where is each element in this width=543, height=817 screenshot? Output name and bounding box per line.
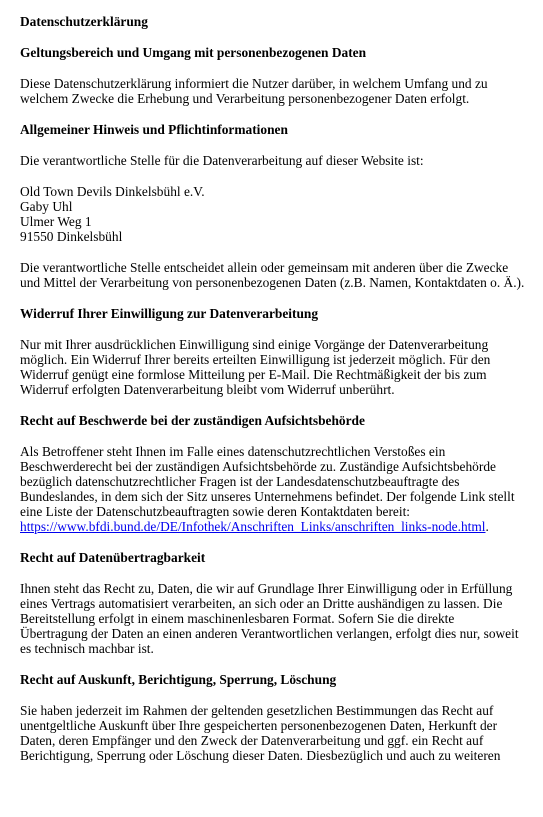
section-heading: Widerruf Ihrer Einwilligung zur Datenverarbeitung: [20, 306, 319, 321]
bfdi-link[interactable]: https://www.bfdi.bund.de/DE/Infothek/Anschriften_Links/anschriften_links-node.html: [20, 519, 486, 534]
section-general-info: [20, 122, 525, 290]
page-title: Datenschutzerklärung: [20, 14, 148, 29]
section-paragraph: Ihnen steht das Recht zu, Daten, die wir auf Grundlage Ihrer Einwilligung oder in Erfüllung eines Vertrags automatisiert verarbeiten, an sich oder an Dritte aushändigen zu lassen. Die Bereitstellung erfolgt in einem maschinenlesbaren Format. Sofern Sie die direkte Übertragung der Daten an einen anderen Verantwortlichen verlangen, erfolgt dies nur, soweit es technisch machbar ist.: [20, 581, 519, 656]
section-paragraph: Nur mit Ihrer ausdrücklichen Einwilligung sind einige Vorgänge der Datenverarbeitung möglich. Ein Widerruf Ihrer bereits erteilten Einwilligung ist jederzeit möglich. Für den Widerruf genügt eine formlose Mitteilung per E-Mail. Die Rechtmäßigkeit der bis zum Widerruf erfolgten Datenverarbeitung bleibt vom Widerruf unberührt.: [20, 337, 491, 397]
section-heading: Geltungsbereich und Umgang mit personenbezogenen Daten: [20, 45, 367, 60]
section-heading: Recht auf Auskunft, Berichtigung, Sperrung, Löschung: [20, 672, 337, 687]
complaint-text: Als Betroffener steht Ihnen im Falle eines datenschutzrechtlichen Verstoßes ein Beschwerderecht bei der zuständigen Aufsichtsbehörde zu. Zuständige Aufsichtsbehörde bezüglich datenschutzrechtlicher Fragen ist der Landesdatenschutzbeauftragte des Bundeslandes, in dem sich der Sitz unseres Unternehmens befindet. Der folgende Link stellt eine Liste der Datenschutzbeauftragten sowie deren Kontaktdaten bereit:: [20, 444, 515, 519]
section-paragraph: Diese Datenschutzerklärung informiert die Nutzer darüber, in welchem Umfang und zu welchem Zwecke die Erhebung und Verarbeitung personenbezogener Daten erfolgt.: [20, 76, 488, 106]
address-street: Ulmer Weg 1: [20, 214, 92, 229]
section-complaint: [20, 413, 525, 534]
section-scope: [20, 45, 525, 106]
section-portability: [20, 550, 525, 656]
address-city: 91550 Dinkelsbühl: [20, 229, 123, 244]
responsible-address: [20, 184, 525, 244]
section-heading: Recht auf Datenübertragbarkeit: [20, 550, 206, 565]
link-suffix: .: [485, 519, 489, 534]
section-heading: Recht auf Beschwerde bei der zuständigen Aufsichtsbehörde: [20, 413, 365, 428]
section-revocation: [20, 306, 525, 397]
section-paragraph: Die verantwortliche Stelle für die Datenverarbeitung auf dieser Website ist:: [20, 153, 424, 168]
section-paragraph: [20, 444, 525, 534]
section-heading: Allgemeiner Hinweis und Pflichtinformationen: [20, 122, 288, 137]
address-person: Gaby Uhl: [20, 199, 73, 214]
address-organization: Old Town Devils Dinkelsbühl e.V.: [20, 184, 205, 199]
section-paragraph: Die verantwortliche Stelle entscheidet allein oder gemeinsam mit anderen über die Zwecke und Mittel der Verarbeitung von personenbezogenen Daten (z.B. Namen, Kontaktdaten o. Ä.).: [20, 260, 525, 290]
section-paragraph: Sie haben jederzeit im Rahmen der geltenden gesetzlichen Bestimmungen das Recht auf unentgeltliche Auskunft über Ihre gespeicherten personenbezogenen Daten, Herkunft der Daten, deren Empfänger und den Zweck der Datenverarbeitung und ggf. ein Recht auf Berichtigung, Sperrung oder Löschung dieser Daten. Diesbezüglich und auch zu weiteren: [20, 703, 501, 763]
section-access-rights: [20, 672, 525, 763]
